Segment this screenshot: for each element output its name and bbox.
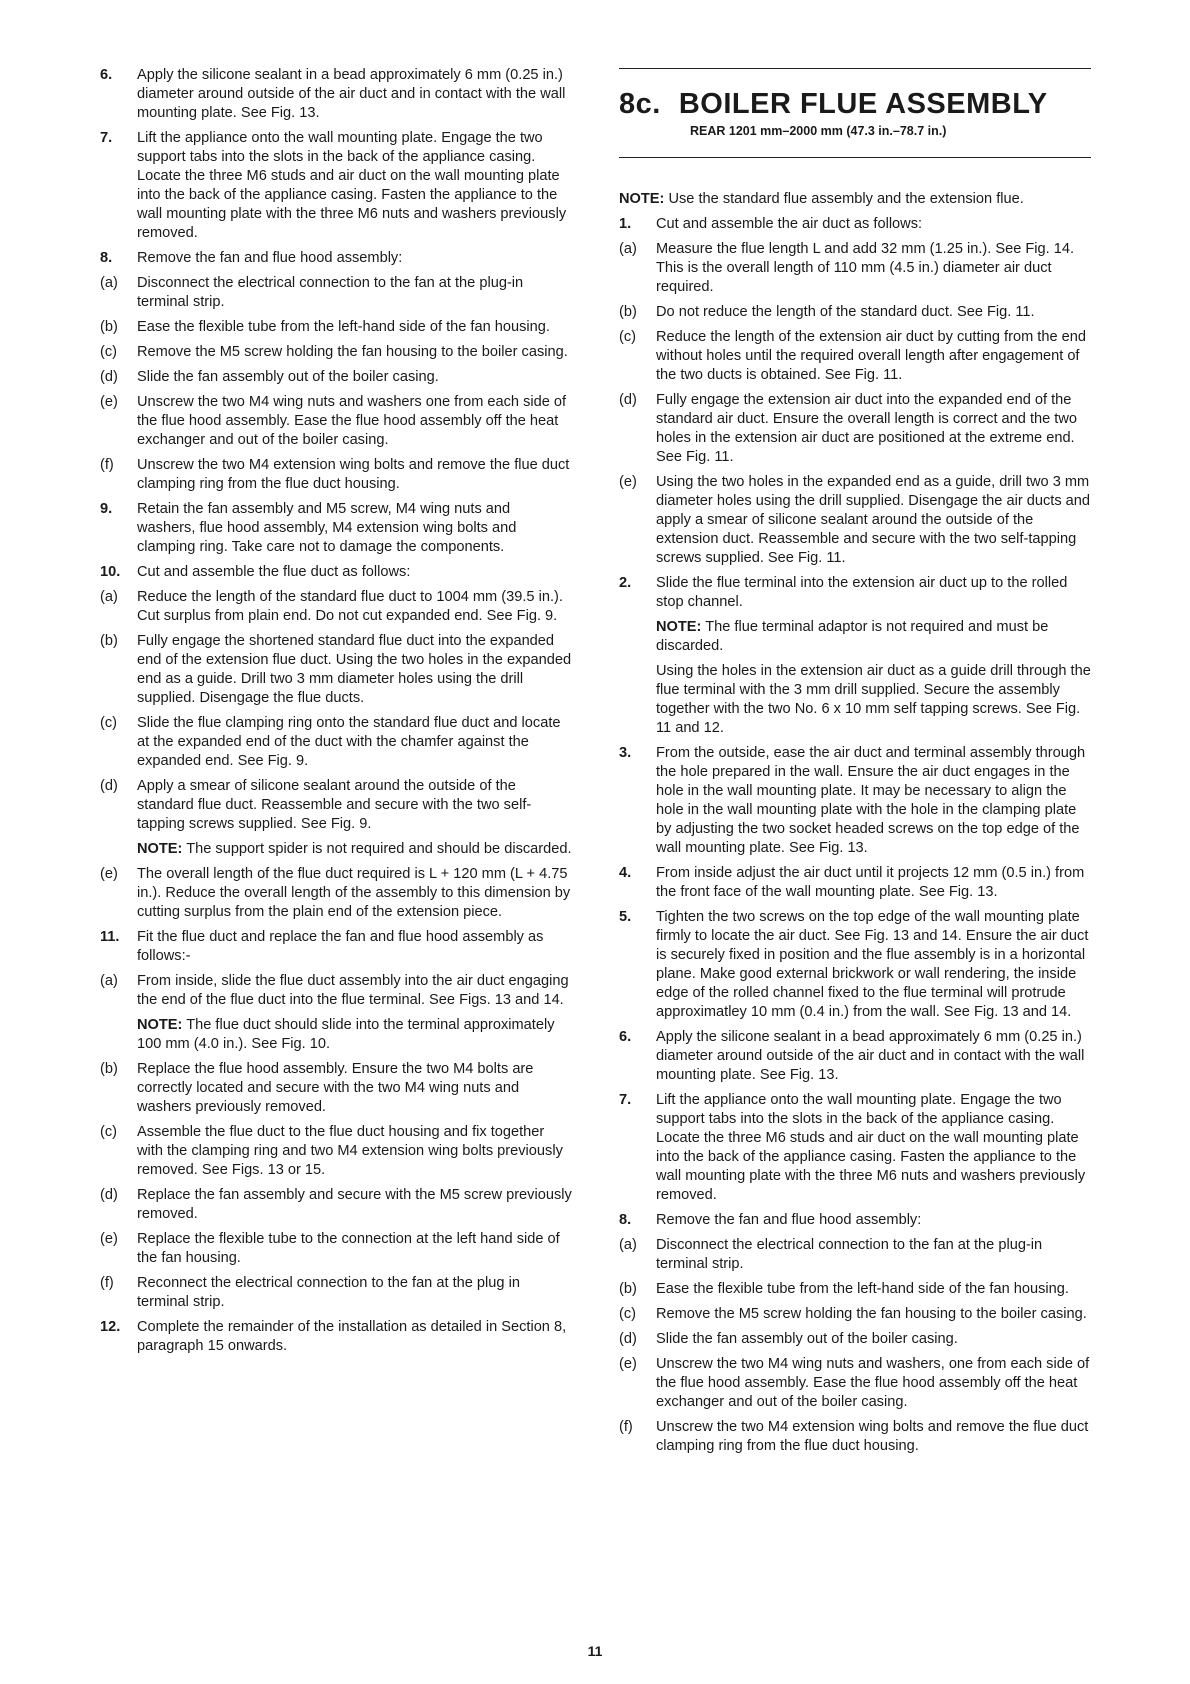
step-number: 6. (100, 67, 113, 83)
step-text: Reduce the length of the extension air duct by cutting from the end without holes until the required overall length after engagement of the two ducts is obtained. See Fig. 11. (656, 329, 1086, 383)
numbered-step (100, 66, 572, 123)
step-number: 3. (619, 745, 632, 761)
step-text: Using the two holes in the expanded end as a guide, drill two 3 mm diameter holes using the drill supplied. Disengage the air ducts and apply a smear of silicone sealant around the outside of the extension duct. Reassemble and secure with the two self-tapping screws supplied. See Fig. 11. (656, 474, 1091, 566)
note-label: NOTE: (137, 1017, 183, 1033)
sub-step (100, 343, 572, 362)
sub-step (100, 1230, 572, 1268)
step-text: Slide the fan assembly out of the boiler casing. (656, 1331, 958, 1347)
step-text: Cut and assemble the air duct as follows: (656, 216, 923, 232)
note-label: NOTE: (656, 619, 702, 635)
step-number: (d) (619, 392, 637, 408)
right-column (619, 190, 1091, 1462)
step-text: Replace the fan assembly and secure with the M5 screw previously removed. (137, 1187, 572, 1222)
numbered-step (619, 864, 1091, 902)
step-text: Apply a smear of silicone sealant around the outside of the standard flue duct. Reassemble and secure with the two self-tapping screws supplied. See Fig. 9. (137, 778, 532, 832)
sub-step (619, 1305, 1091, 1324)
step-text: Replace the flexible tube to the connection at the left hand side of the fan housing. (137, 1231, 560, 1266)
step-text: Remove the fan and flue hood assembly: (656, 1212, 922, 1228)
step-number: 12. (100, 1319, 121, 1335)
step-number: (a) (100, 973, 118, 989)
sub-step (100, 368, 572, 387)
sub-step (619, 391, 1091, 467)
step-number: (d) (100, 369, 118, 385)
note-label: NOTE: (619, 191, 665, 207)
sub-step (619, 1418, 1091, 1456)
step-number: (a) (100, 589, 118, 605)
note-text: The support spider is not required and should be discarded. (186, 841, 572, 857)
step-number: (b) (619, 304, 637, 320)
step-text: Reconnect the electrical connection to the fan at the plug in terminal strip. (137, 1275, 520, 1310)
step-number: (e) (619, 1356, 637, 1372)
step-text: Ease the flexible tube from the left-hand side of the fan housing. (656, 1281, 1069, 1297)
step-number: (f) (100, 1275, 114, 1291)
step-number: (c) (619, 329, 637, 345)
step-text: Unscrew the two M4 wing nuts and washers one from each side of the flue hood assembly. Ease the flue hood assembly off the heat exchanger and out of the boiler casing. (137, 394, 567, 448)
sub-step (100, 1060, 572, 1117)
step-number: 7. (619, 1092, 632, 1108)
step-number: (e) (100, 1231, 118, 1247)
numbered-step (619, 574, 1091, 612)
step-text: Fully engage the extension air duct into the expanded end of the standard air duct. Ensure the overall length is correct and the two holes in the extension air duct are positioned at the extreme end. See Fig. 11. (656, 392, 1078, 465)
paragraph: Using the holes in the extension air duct as a guide drill through the flue terminal with the 3 mm drill supplied. Secure the assembly together with the two No. 6 x 10 mm self tapping screws. See Fig. 11 and 12. (656, 663, 1091, 736)
note-text: The flue duct should slide into the terminal approximately 100 mm (4.0 in.). See Fig. 10. (137, 1017, 555, 1052)
step-number: 11. (100, 929, 120, 945)
step-text: Disconnect the electrical connection to the fan at the plug-in terminal strip. (656, 1237, 1043, 1272)
step-number: 9. (100, 501, 113, 517)
step-text: Do not reduce the length of the standard duct. See Fig. 11. (656, 304, 1035, 320)
header-rule-bottom (619, 157, 1091, 158)
step-text: Unscrew the two M4 extension wing bolts and remove the flue duct clamping ring from the flue duct housing. (656, 1419, 1089, 1454)
numbered-step (619, 1211, 1091, 1230)
step-number: (d) (100, 1187, 118, 1203)
section-title (619, 88, 1048, 121)
step-text: Reduce the length of the standard flue duct to 1004 mm (39.5 in.). Cut surplus from plain end. Do not cut expanded end. See Fig. 9. (137, 589, 563, 624)
step-number: (f) (619, 1419, 633, 1435)
step-number: 4. (619, 865, 632, 881)
sub-step (100, 588, 572, 626)
sub-step (619, 473, 1091, 568)
step-text: Complete the remainder of the installation as detailed in Section 8, paragraph 15 onwards. (137, 1319, 567, 1354)
sub-step (100, 972, 572, 1010)
numbered-step (100, 500, 572, 557)
step-number: 10. (100, 564, 121, 580)
step-number: (f) (100, 457, 114, 473)
step-text: Apply the silicone sealant in a bead approximately 6 mm (0.25 in.) diameter around outside of the air duct and in contact with the wall mounting plate. See Fig. 13. (137, 67, 566, 121)
step-text: Slide the fan assembly out of the boiler casing. (137, 369, 439, 385)
step-text: From inside, slide the flue duct assembly into the air duct engaging the end of the flue duct into the flue terminal. See Figs. 13 and 14. (137, 973, 569, 1008)
step-text: Cut and assemble the flue duct as follows: (137, 564, 411, 580)
step-text: Tighten the two screws on the top edge of the wall mounting plate firmly to locate the air duct. See Fig. 13 and 14. Ensure the air duct is securely fixed in position and the flue assembly is in a horizontal plane. Make good external brickwork or wall rendering, the inside edge of the rolled channel fixed to the flue terminal will protrude approximatley 10 mm (0.4 in.) from the wall. See Fig. 13 and 14. (656, 909, 1089, 1020)
step-text: Unscrew the two M4 extension wing bolts and remove the flue duct clamping ring from the flue duct housing. (137, 457, 570, 492)
section-subtitle: REAR 1201 mm–2000 mm (47.3 in.–78.7 in.) (690, 124, 947, 138)
sub-step (100, 318, 572, 337)
step-number: (d) (619, 1331, 637, 1347)
step-number: (e) (100, 394, 118, 410)
sub-step (100, 714, 572, 771)
sub-step (619, 1236, 1091, 1274)
sub-step (100, 1123, 572, 1180)
numbered-step (619, 215, 1091, 234)
step-number: (d) (100, 778, 118, 794)
step-number: (e) (100, 866, 118, 882)
step-text: Replace the flue hood assembly. Ensure the two M4 bolts are correctly located and secure with the two M4 wing nuts and washers previously removed. (137, 1061, 534, 1115)
section-number: 8c. (619, 88, 661, 120)
sub-step (619, 1280, 1091, 1299)
step-number: (c) (100, 344, 118, 360)
step-number: (c) (100, 1124, 118, 1140)
step-text: Disconnect the electrical connection to the fan at the plug-in terminal strip. (137, 275, 524, 310)
step-text: Apply the silicone sealant in a bead approximately 6 mm (0.25 in.) diameter around outside of the air duct and in contact with the wall mounting plate. See Fig. 13. (656, 1029, 1085, 1083)
step-number: (c) (619, 1306, 637, 1322)
sub-step (100, 1274, 572, 1312)
step-text: The overall length of the flue duct required is L + 120 mm (L + 4.75 in.). Reduce the overall length of the assembly to this dimension by cutting surplus from the plain end of the extension piece. (137, 866, 571, 920)
step-number: (b) (619, 1281, 637, 1297)
step-number: (a) (100, 275, 118, 291)
step-text: Remove the M5 screw holding the fan housing to the boiler casing. (656, 1306, 1087, 1322)
step-number: (c) (100, 715, 118, 731)
sub-step (100, 632, 572, 708)
step-number: (a) (619, 1237, 637, 1253)
step-text: Slide the flue terminal into the extension air duct up to the rolled stop channel. (656, 575, 1068, 610)
sub-step (619, 1330, 1091, 1349)
step-number: (b) (100, 1061, 118, 1077)
numbered-step (100, 928, 572, 966)
sub-step (100, 456, 572, 494)
step-number: 8. (100, 250, 113, 266)
step-text: Retain the fan assembly and M5 screw, M4 wing nuts and washers, flue hood assembly, M4 extension wing bolts and clamping ring. Take care not to damage the components. (137, 501, 517, 555)
step-number: (b) (100, 319, 118, 335)
step-number: 8. (619, 1212, 632, 1228)
numbered-step (619, 744, 1091, 858)
step-number: 5. (619, 909, 632, 925)
left-column (100, 66, 572, 1362)
numbered-step (100, 249, 572, 268)
step-number: 6. (619, 1029, 632, 1045)
note (656, 618, 1091, 656)
step-text: Slide the flue clamping ring onto the standard flue duct and locate at the expanded end of the duct with the chamfer against the expanded end. See Fig. 9. (137, 715, 561, 769)
step-number: 7. (100, 130, 113, 146)
step-text: From inside adjust the air duct until it projects 12 mm (0.5 in.) from the front face of the wall mounting plate. See Fig. 13. (656, 865, 1085, 900)
step-text: Fully engage the shortened standard flue duct into the expanded end of the extension flue duct. Using the two holes in the expanded end as a guide. Drill two 3 mm diameter holes using the drill supplied. Disengage the flue ducts. (137, 633, 572, 706)
step-text: Remove the M5 screw holding the fan housing to the boiler casing. (137, 344, 568, 360)
note (619, 190, 1091, 209)
sub-step (100, 1186, 572, 1224)
step-number: (a) (619, 241, 637, 257)
sub-step (619, 1355, 1091, 1412)
step-text: Unscrew the two M4 wing nuts and washers, one from each side of the flue hood assembly. Ease the flue hood assembly off the heat exchanger and out of the boiler casing. (656, 1356, 1090, 1410)
sub-step (100, 777, 572, 834)
step-number: 1. (619, 216, 632, 232)
numbered-step (100, 129, 572, 243)
step-text: Assemble the flue duct to the flue duct housing and fix together with the clamping ring and two M4 extension wing bolts previously removed. See Figs. 13 or 15. (137, 1124, 563, 1178)
step-text: Remove the fan and flue hood assembly: (137, 250, 403, 266)
step-text: Measure the flue length L and add 32 mm (1.25 in.). See Fig. 14. This is the overall length of 110 mm (4.5 in.) diameter air duct required. (656, 241, 1075, 295)
sub-step (100, 865, 572, 922)
numbered-step (100, 563, 572, 582)
sub-step (619, 240, 1091, 297)
note (137, 840, 572, 859)
note-label: NOTE: (137, 841, 183, 857)
note-text: Use the standard flue assembly and the extension flue. (668, 191, 1024, 207)
section-heading: BOILER FLUE ASSEMBLY (678, 88, 1048, 120)
step-number: (e) (619, 474, 637, 490)
note-text: The flue terminal adaptor is not required and must be discarded. (656, 619, 1049, 654)
numbered-step (619, 908, 1091, 1022)
step-text: Lift the appliance onto the wall mounting plate. Engage the two support tabs into the slots in the back of the appliance casing. Locate the three M6 studs and air duct on the wall mounting plate into the back of the appliance casing. Fasten the appliance to the wall mounting plate with the three M6 nuts and washers previously removed. (137, 130, 567, 241)
step-text: From the outside, ease the air duct and terminal assembly through the hole prepared in the wall. Ensure the air duct engages in the hole in the wall mounting plate. It may be necessary to align the hole in the wall mounting plate with the hole in the clamping plate by adjusting the two socket headed screws on the top edge of the wall mounting plate. See Fig. 13. (656, 745, 1086, 856)
numbered-step (100, 1318, 572, 1356)
note (137, 1016, 572, 1054)
step-number: (b) (100, 633, 118, 649)
sub-step (100, 274, 572, 312)
sub-step (619, 303, 1091, 322)
numbered-step (619, 1091, 1091, 1205)
step-text: Ease the flexible tube from the left-hand side of the fan housing. (137, 319, 550, 335)
step-text: Fit the flue duct and replace the fan and flue hood assembly as follows:- (137, 929, 544, 964)
numbered-step (619, 1028, 1091, 1085)
step-number: 2. (619, 575, 632, 591)
sub-step (100, 393, 572, 450)
page-number: 11 (587, 1643, 603, 1659)
step-text: Lift the appliance onto the wall mounting plate. Engage the two support tabs into the slots in the back of the appliance casing. Locate the three M6 studs and air duct on the wall mounting plate into the back of the appliance casing. Fasten the appliance to the wall mounting plate with the three M6 nuts and washers previously removed. (656, 1092, 1086, 1203)
sub-step (619, 328, 1091, 385)
header-rule-top (619, 68, 1091, 69)
